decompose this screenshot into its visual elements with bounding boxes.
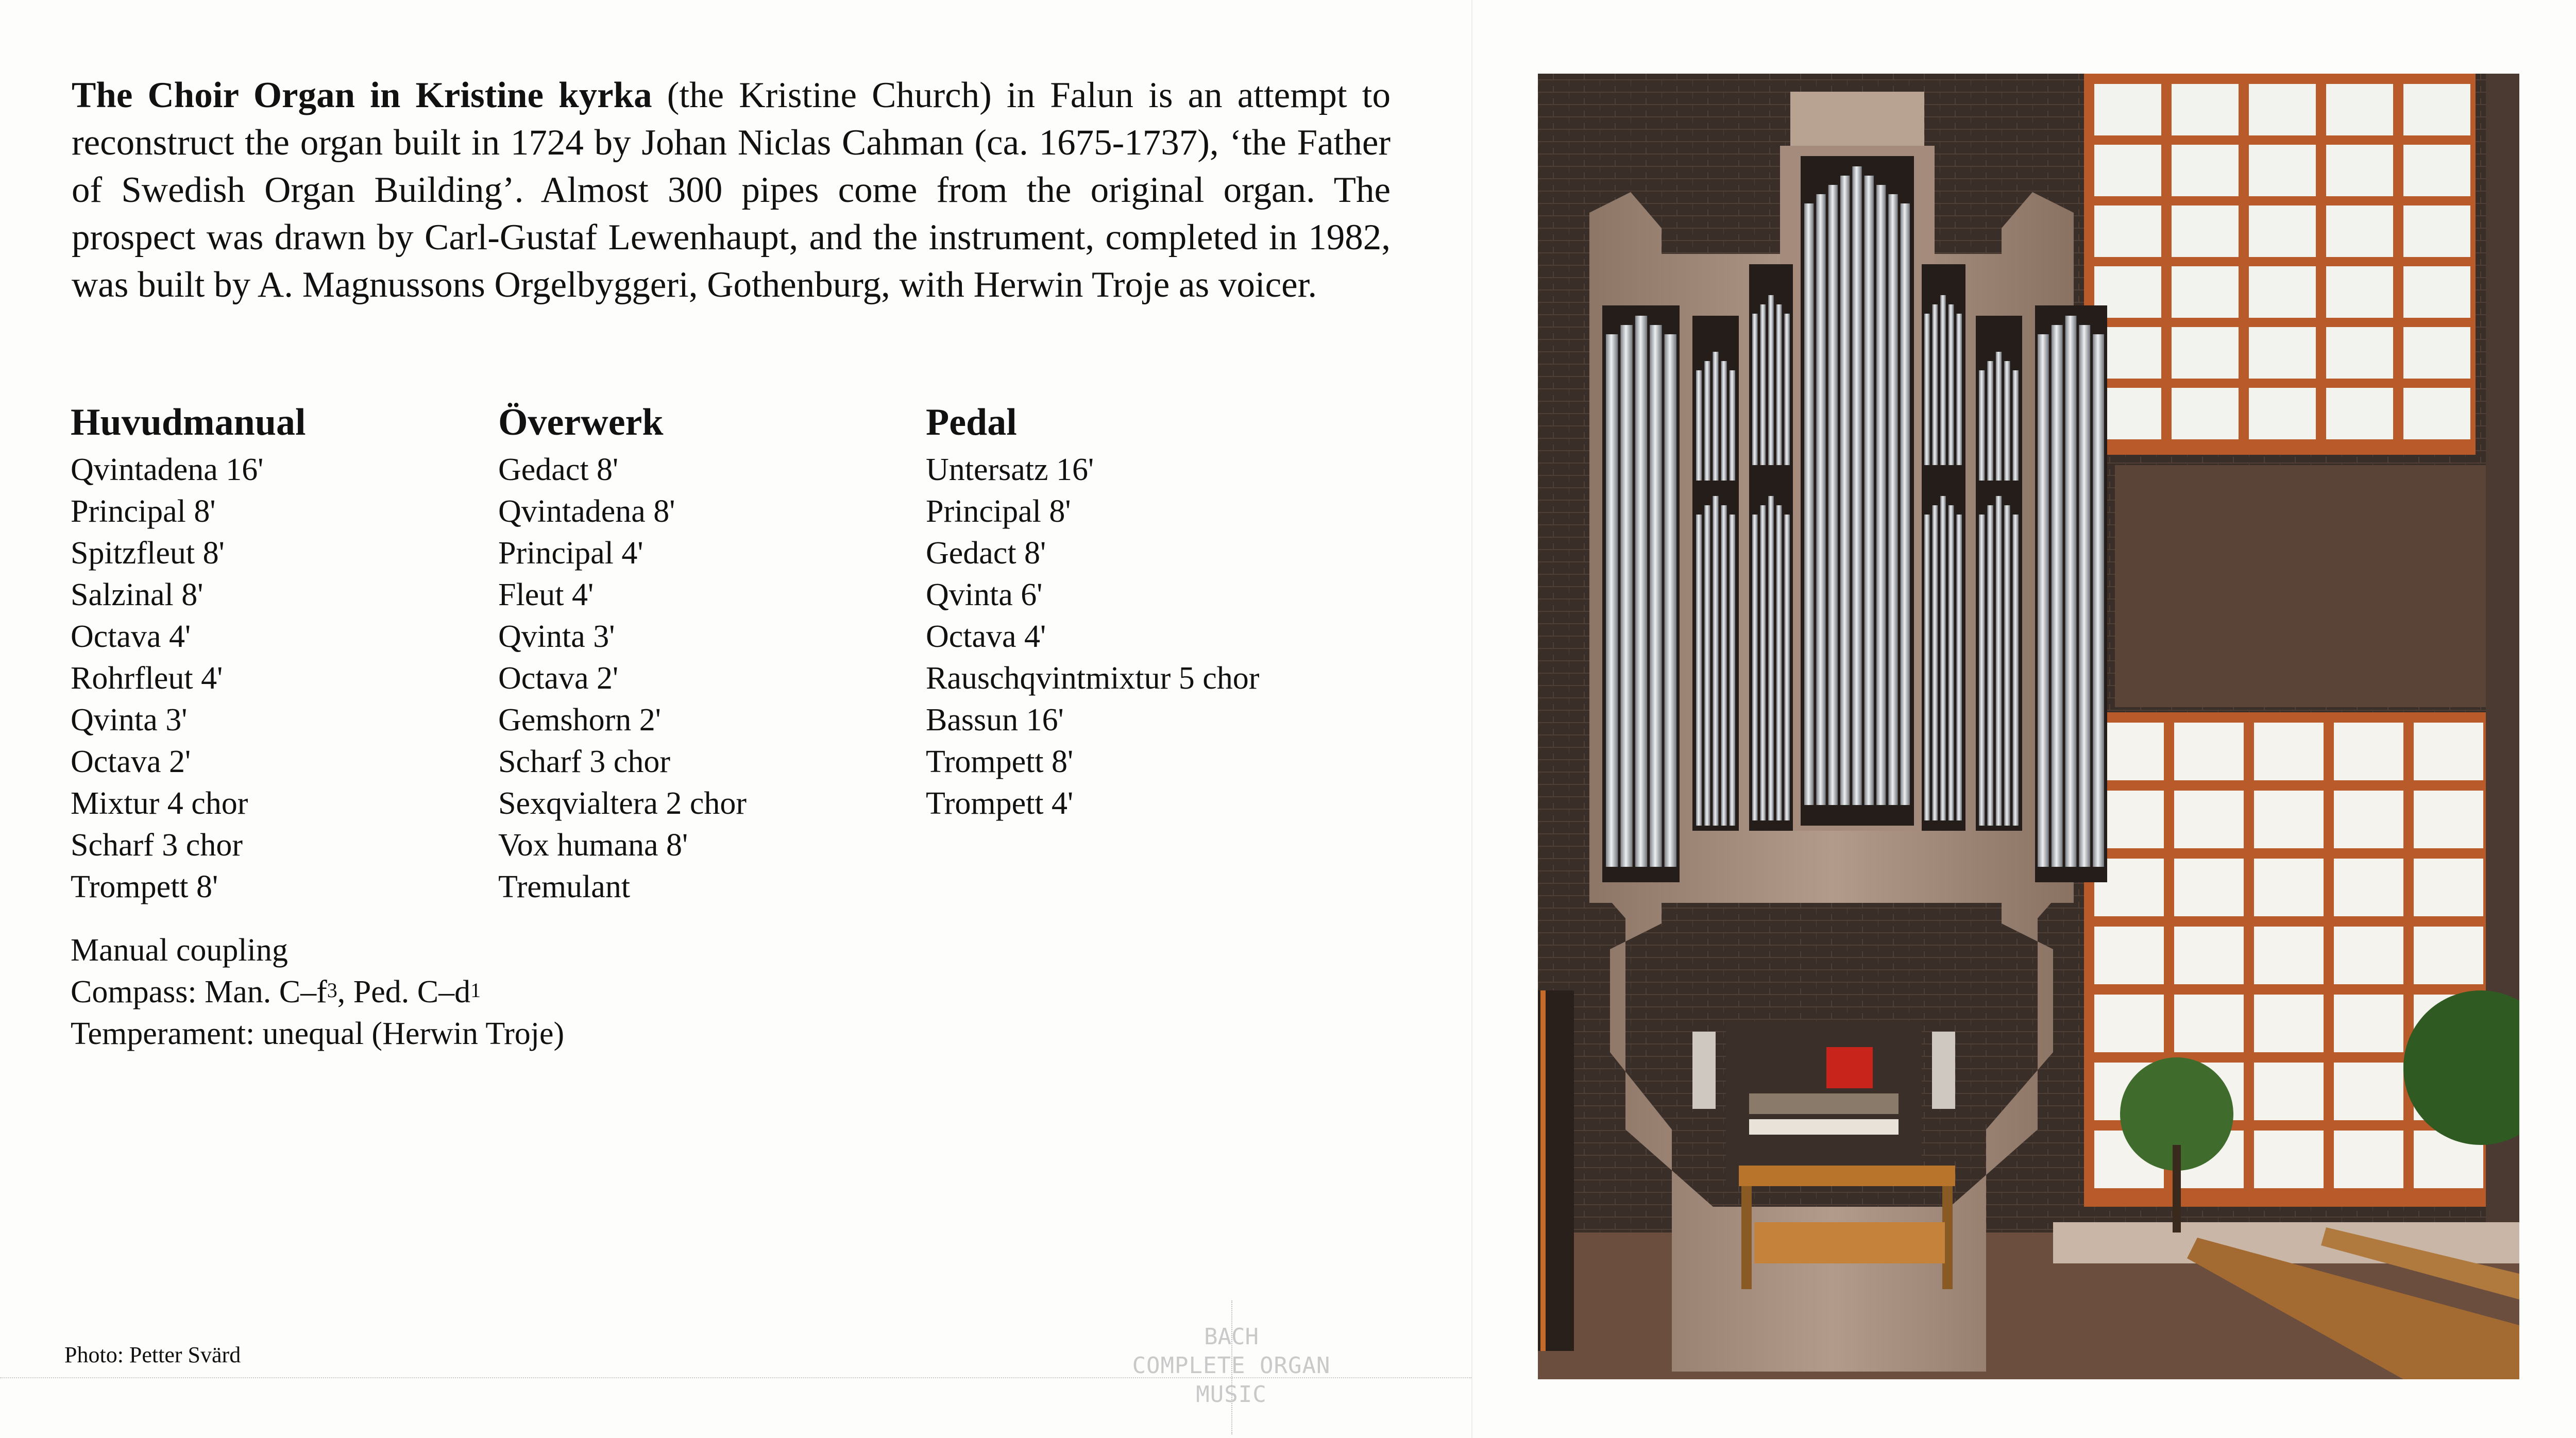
organ-pipe xyxy=(1635,316,1647,867)
organ-pipe xyxy=(1852,166,1861,805)
window-pane xyxy=(2326,327,2393,379)
stop-item: Trompett 4' xyxy=(926,786,1074,821)
window-pane xyxy=(2326,388,2393,439)
stop-item: Gedact 8' xyxy=(498,452,619,487)
organ-pipe xyxy=(2052,325,2063,867)
window-pane xyxy=(2403,388,2470,439)
stop-item: Principal 4' xyxy=(498,536,643,571)
compass-ped: , Ped. C–d xyxy=(337,974,471,1009)
window-pane xyxy=(2094,927,2164,984)
photo-credit: Photo: Petter Svärd xyxy=(64,1342,241,1367)
organ-pipe xyxy=(1924,314,1930,465)
window-pane xyxy=(2174,859,2244,916)
organ-pipe xyxy=(1888,194,1897,805)
organ-pipe xyxy=(2013,515,2019,826)
window-pane xyxy=(2172,388,2239,439)
window-pane xyxy=(2403,327,2470,379)
window-pane xyxy=(2254,723,2324,780)
intro-lead: The Choir Organ in Kristine kyrka xyxy=(72,75,652,115)
organ-pipe xyxy=(1924,515,1930,820)
organ-pipe xyxy=(1730,370,1735,481)
stop-item: Gedact 8' xyxy=(926,536,1046,571)
window-pane xyxy=(2334,859,2403,916)
organ-pipe xyxy=(1768,496,1774,820)
window-pane xyxy=(2414,791,2483,848)
stop-item: Principal 8' xyxy=(71,494,216,529)
stop-item: Vox humana 8' xyxy=(498,828,688,863)
window-pane xyxy=(2174,927,2244,984)
organ-pipe xyxy=(1752,314,1758,465)
stop-item: Octava 4' xyxy=(71,619,191,654)
stop-item: Untersatz 16' xyxy=(926,452,1094,487)
window-pane xyxy=(2174,791,2244,848)
window-pane xyxy=(2326,84,2393,135)
compass-sup-man: 3 xyxy=(327,979,337,1002)
organ-pipe xyxy=(2004,505,2010,826)
compass-man: Compass: Man. C–f xyxy=(71,974,327,1009)
stop-list xyxy=(71,449,306,908)
stop-item: Qvintadena 16' xyxy=(71,452,264,487)
window-pane xyxy=(2414,927,2483,984)
stop-item: Bassun 16' xyxy=(926,703,1064,738)
compass xyxy=(71,971,564,1013)
window-pane xyxy=(2094,206,2161,257)
window-pane xyxy=(2254,1131,2324,1188)
watermark xyxy=(1113,1323,1350,1409)
window-pane xyxy=(2094,995,2164,1052)
window-pane xyxy=(2172,145,2239,196)
organ-pipe xyxy=(1713,496,1718,826)
organ-pipe xyxy=(1784,515,1790,820)
stop-item: Gemshorn 2' xyxy=(498,703,661,738)
stop-item: Qvinta 3' xyxy=(71,703,188,738)
window-pane xyxy=(2172,84,2239,135)
organ-pipe xyxy=(1940,295,1946,465)
window-pane xyxy=(2334,1131,2403,1188)
division-heading: Pedal xyxy=(926,401,1017,443)
stop-item: Rohrfleut 4' xyxy=(71,661,223,696)
music-sheet xyxy=(1826,1047,1873,1088)
organ-pipe xyxy=(1760,304,1766,465)
division-heading: Huvudmanual xyxy=(71,401,306,443)
stop-list xyxy=(926,449,1259,825)
window-pane xyxy=(2254,859,2324,916)
organ-pipe xyxy=(1804,203,1814,805)
stop-item: Salzinal 8' xyxy=(71,577,204,612)
organ-pipe xyxy=(1665,334,1676,867)
organ-pipe xyxy=(1940,496,1946,820)
organ-pipe xyxy=(1730,515,1735,826)
stop-item: Rauschqvintmixtur 5 chor xyxy=(926,661,1260,696)
organ-pipe xyxy=(2093,334,2104,867)
stoplist-huvudmanual xyxy=(71,397,306,908)
stop-item: Scharf 3 chor xyxy=(498,744,670,779)
organ-pipe xyxy=(2079,325,2090,867)
organ-pipe xyxy=(1840,176,1850,805)
stop-item: Scharf 3 chor xyxy=(71,828,243,863)
organ-pipe xyxy=(1948,304,1954,465)
organ-pipe xyxy=(1768,295,1774,465)
window-pane xyxy=(2172,327,2239,379)
window-pane xyxy=(2334,791,2403,848)
window-pane xyxy=(2249,145,2316,196)
organ-pipe xyxy=(1956,515,1962,820)
window-pane xyxy=(2334,927,2403,984)
organ-pipe xyxy=(2004,361,2010,481)
window-pane xyxy=(2249,84,2316,135)
division-heading: Överwerk xyxy=(498,401,664,443)
window-pane xyxy=(2094,84,2161,135)
stop-item: Qvinta 3' xyxy=(498,619,615,654)
stop-list xyxy=(498,449,747,908)
stop-item: Octava 2' xyxy=(71,744,191,779)
window-pane xyxy=(2254,1063,2324,1120)
organ-pipe xyxy=(1776,505,1782,820)
window-pane xyxy=(2326,266,2393,318)
organ-pipe xyxy=(2013,370,2019,481)
organ-pipe xyxy=(1620,325,1632,867)
organ-pipe xyxy=(1979,370,1985,481)
organ-pipe xyxy=(1713,352,1718,481)
organ-pipe xyxy=(1933,505,1938,820)
window-pane xyxy=(2414,723,2483,780)
stop-item: Qvinta 6' xyxy=(926,577,1043,612)
organ-photo xyxy=(1538,74,2519,1379)
window-pane xyxy=(2249,388,2316,439)
organ-pipe xyxy=(1948,505,1954,820)
window-pane xyxy=(2334,995,2403,1052)
watermark-subtitle: COMPLETE ORGAN MUSIC xyxy=(1132,1353,1331,1408)
organ-pipe xyxy=(1721,505,1727,826)
stoplist-pedal xyxy=(926,397,1259,825)
stoplist-overwerk xyxy=(498,397,747,908)
window-pane xyxy=(2326,206,2393,257)
stop-item: Sexqvialtera 2 chor xyxy=(498,786,747,821)
intro-paragraph xyxy=(72,72,1391,309)
stop-item: Trompett 8' xyxy=(926,744,1074,779)
window-pane xyxy=(2403,84,2470,135)
window-pane xyxy=(2172,206,2239,257)
window-pane xyxy=(2254,995,2324,1052)
organ-pipe xyxy=(1996,496,2002,826)
window-pane xyxy=(2249,327,2316,379)
organ-pipe xyxy=(1828,185,1838,805)
stop-item: Mixtur 4 chor xyxy=(71,786,248,821)
intro-body: (the Kristine Church) in Falun is an attempt to reconstruct the organ built in 1724 by Johan Niclas Cahman (ca. 1675-1737), ‘the Father of Swedish Organ Building’. Almost 300 pipes come from the original organ. The prospect was drawn by Carl-Gustaf Lewenhaupt, and the instrument, completed in 1982, was built by A. Magnussons Orgelbyggeri, Gothenburg, with Herwin Troje as voicer. xyxy=(72,75,1391,305)
organ-pipe xyxy=(1760,505,1766,820)
organ-pipe xyxy=(1776,304,1782,465)
window-pane xyxy=(2249,266,2316,318)
stop-item: Octava 2' xyxy=(498,661,619,696)
organ-pipe xyxy=(1784,314,1790,465)
window-pane xyxy=(2403,266,2470,318)
organ-pipe xyxy=(1933,304,1938,465)
watermark-bach: BACH xyxy=(1204,1324,1259,1350)
window-pane xyxy=(2174,723,2244,780)
stop-item: Principal 8' xyxy=(926,494,1071,529)
organ-pipe xyxy=(1704,505,1710,826)
organ-pipe xyxy=(1996,352,2002,481)
organ-pipe xyxy=(1721,361,1727,481)
stop-item: Trompett 8' xyxy=(71,869,218,904)
window-pane xyxy=(2326,145,2393,196)
organ-pipe xyxy=(2038,334,2049,867)
organ-notes xyxy=(71,930,564,1055)
window-pane xyxy=(2334,1063,2403,1120)
organ-pipe xyxy=(1987,361,1993,481)
window-pane xyxy=(2174,995,2244,1052)
compass-sup-ped: 1 xyxy=(470,979,481,1002)
organ-pipe xyxy=(1752,515,1758,820)
manual-coupling: Manual coupling xyxy=(71,933,288,968)
stop-item: Fleut 4' xyxy=(498,577,594,612)
window-pane xyxy=(2334,723,2403,780)
window-pane xyxy=(2403,145,2470,196)
organ-pipe xyxy=(1650,325,1662,867)
window-pane xyxy=(2403,206,2470,257)
window-pane xyxy=(2172,266,2239,318)
stop-item: Tremulant xyxy=(498,869,631,904)
organ-pipe xyxy=(1876,185,1886,805)
window-pane xyxy=(2254,791,2324,848)
organ-pipe xyxy=(1865,176,1874,805)
organ-bench xyxy=(1739,1166,1955,1186)
window-pane xyxy=(2254,927,2324,984)
organ-pipe xyxy=(1956,314,1962,465)
organ-pipe xyxy=(2065,316,2077,867)
organ-pipe xyxy=(1696,515,1702,826)
window-pane xyxy=(2094,145,2161,196)
organ-pipe xyxy=(1696,370,1702,481)
temperament: Temperament: unequal (Herwin Troje) xyxy=(71,1016,565,1051)
stop-item: Octava 4' xyxy=(926,619,1046,654)
stop-item: Spitzfleut 8' xyxy=(71,536,225,571)
stop-item: Qvintadena 8' xyxy=(498,494,675,529)
organ-pipe xyxy=(1606,334,1618,867)
window-pane xyxy=(2249,206,2316,257)
page-fold xyxy=(1471,0,1472,1438)
organ-pipe xyxy=(1704,361,1710,481)
organ-pipe xyxy=(1816,194,1825,805)
organ-pipe xyxy=(1979,515,1985,826)
window-pane xyxy=(2414,859,2483,916)
organ-pipe xyxy=(1987,505,1993,826)
organ-pipe xyxy=(1901,203,1910,805)
